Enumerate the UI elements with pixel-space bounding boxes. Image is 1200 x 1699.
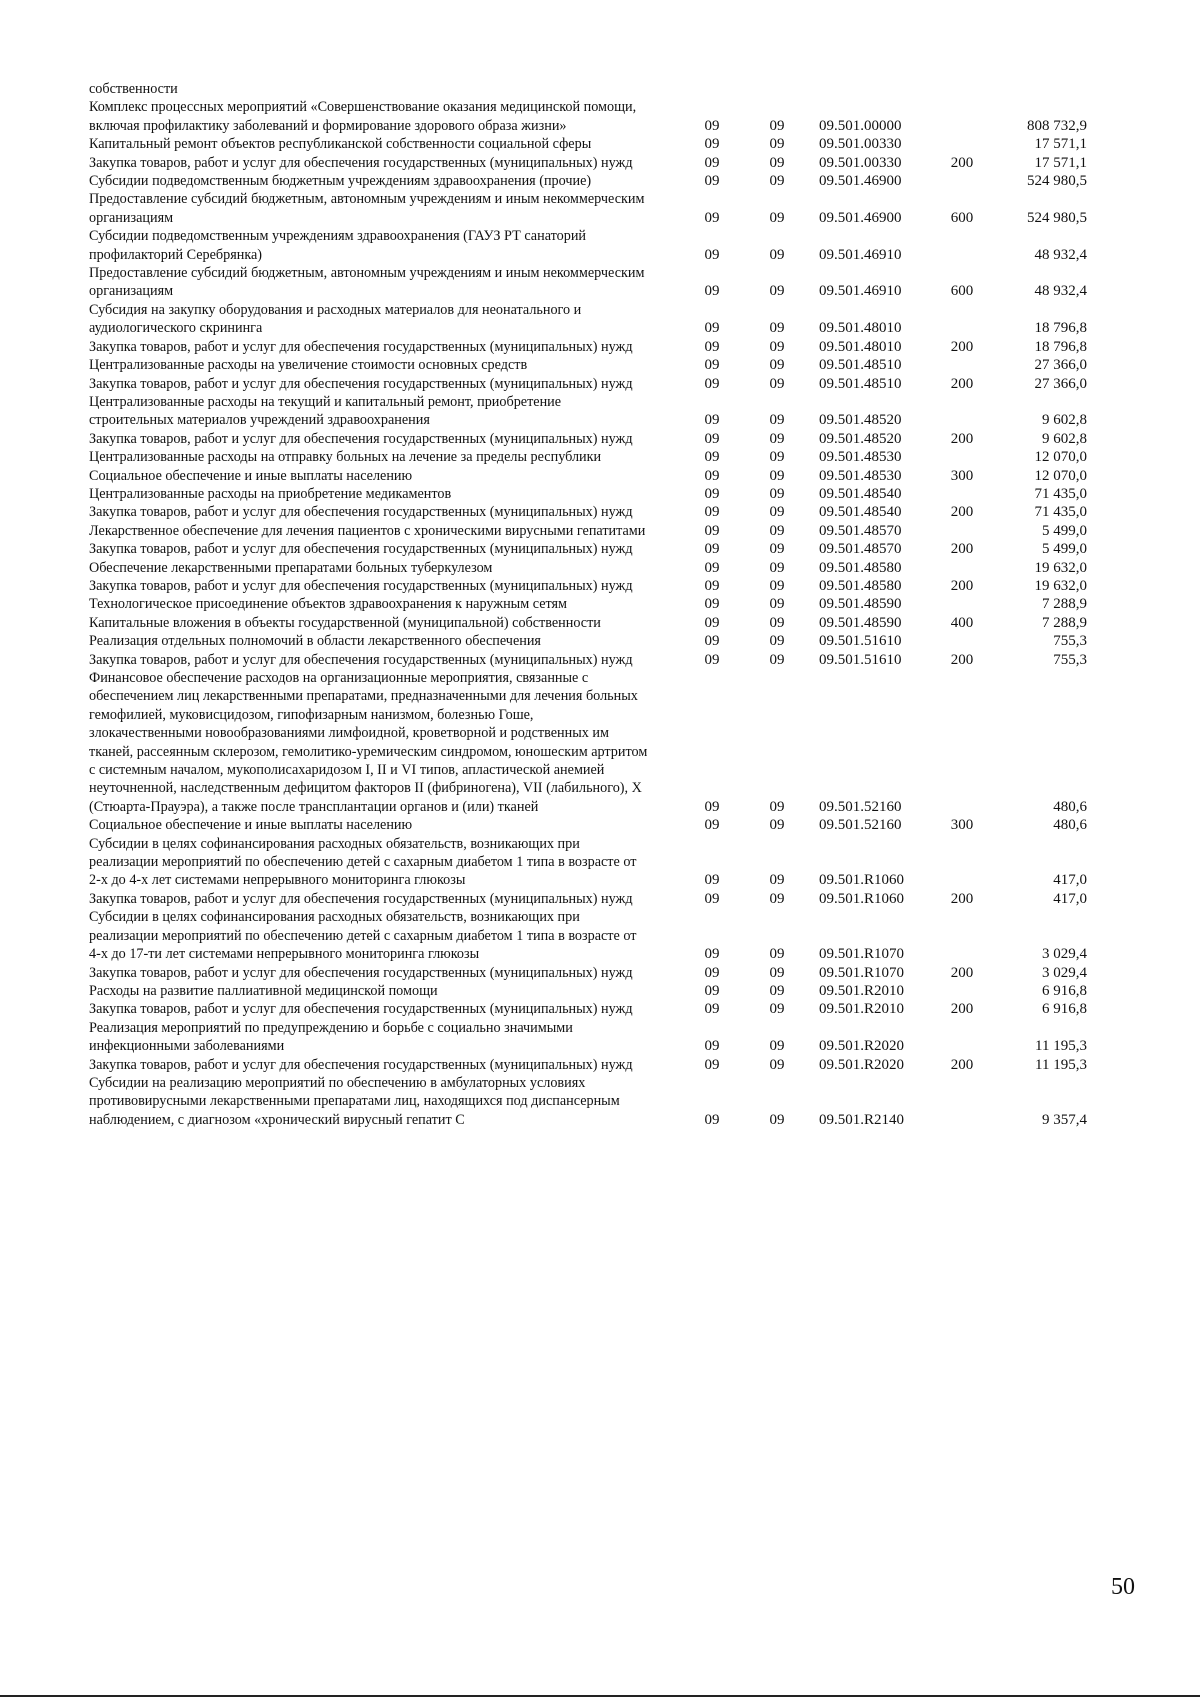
- target-article-code: 09.501.48530: [819, 467, 902, 484]
- section-code: 09: [704, 136, 720, 153]
- amount: 6 916,8: [1042, 982, 1087, 999]
- amount: 5 499,0: [1042, 541, 1087, 558]
- row-name: Закупка товаров, работ и услуг для обеспечения государственных (муниципальных) нужд: [89, 1001, 633, 1018]
- page-number: 50: [1111, 1574, 1135, 1600]
- expense-type-code: 200: [950, 338, 974, 355]
- target-article-code: 09.501.52160: [819, 817, 902, 834]
- table-row: [89, 669, 1104, 816]
- amount: 480,6: [1053, 817, 1087, 834]
- row-name: Субсидии подведомственным учреждениям здравоохранения (ГАУЗ РТ санаторий профилакторий Серебрянка): [89, 228, 587, 263]
- section-code: 09: [704, 633, 720, 650]
- target-article-code: 09.501.51610: [819, 651, 902, 668]
- row-name: Социальное обеспечение и иные выплаты населению: [89, 467, 413, 484]
- subsection-code: 09: [769, 449, 785, 466]
- row-name: Централизованные расходы на отправку больных на лечение за пределы республики: [89, 449, 602, 466]
- amount: 9 602,8: [1042, 412, 1087, 429]
- subsection-code: 09: [769, 577, 785, 594]
- subsection-code: 09: [769, 485, 785, 502]
- row-name: Капитальные вложения в объекты государственной (муниципальной) собственности: [89, 614, 601, 631]
- section-code: 09: [704, 798, 720, 815]
- table-row: [89, 356, 1104, 374]
- target-article-code: 09.501.48580: [819, 559, 902, 576]
- section-code: 09: [704, 651, 720, 668]
- row-name: собственности: [89, 81, 178, 97]
- subsection-code: 09: [769, 559, 785, 576]
- target-article-code: 09.501.52160: [819, 798, 902, 815]
- target-article-code: 09.501.R1060: [819, 872, 905, 889]
- target-article-code: 09.501.48530: [819, 449, 902, 466]
- amount: 48 932,4: [1034, 246, 1087, 263]
- table-row: [89, 577, 1104, 595]
- row-name: Реализация мероприятий по предупреждению и борьбе с социально значимыми инфекционными заболеваниями: [89, 1019, 573, 1055]
- row-name: Реализация отдельных полномочий в области лекарственного обеспечения: [89, 633, 541, 650]
- section-code: 09: [704, 283, 720, 300]
- target-article-code: 09.501.46910: [819, 283, 902, 300]
- row-name: Централизованные расходы на текущий и капитальный ремонт, приобретение строительных материалов учреждений здравоохранения: [89, 393, 562, 429]
- expense-type-code: 600: [950, 283, 974, 300]
- section-code: 09: [704, 412, 720, 429]
- section-code: 09: [704, 449, 720, 466]
- target-article-code: 09.501.46910: [819, 246, 902, 263]
- expense-type-code: 300: [950, 817, 974, 834]
- subsection-code: 09: [769, 117, 785, 134]
- subsection-code: 09: [769, 467, 785, 484]
- subsection-code: 09: [769, 614, 785, 631]
- amount: 3 029,4: [1042, 964, 1087, 981]
- table-row: [89, 375, 1104, 393]
- row-name: Комплекс процессных мероприятий «Совершенствование оказания медицинской помощи, включая профилактику заболеваний и формирование здорового образа жизни»: [89, 99, 637, 134]
- row-name: Субсидия на закупку оборудования и расходных материалов для неонатального и аудиологического скрининга: [89, 301, 582, 337]
- subsection-code: 09: [769, 596, 785, 613]
- section-code: 09: [704, 485, 720, 502]
- expense-type-code: 200: [950, 504, 974, 521]
- amount: 19 632,0: [1034, 559, 1087, 576]
- target-article-code: 09.501.48010: [819, 320, 902, 337]
- subsection-code: 09: [769, 320, 785, 337]
- amount: 5 499,0: [1042, 522, 1087, 539]
- section-code: 09: [704, 541, 720, 558]
- subsection-code: 09: [769, 209, 785, 226]
- row-name: Предоставление субсидий бюджетным, автономным учреждениям и иным некоммерческим организациям: [89, 265, 645, 300]
- target-article-code: 09.501.48590: [819, 614, 902, 631]
- section-code: 09: [704, 320, 720, 337]
- amount: 524 980,5: [1027, 209, 1087, 226]
- section-code: 09: [704, 1038, 720, 1055]
- table-row: [89, 172, 1104, 190]
- row-name: Закупка товаров, работ и услуг для обеспечения государственных (муниципальных) нужд: [89, 577, 633, 594]
- amount: 9 357,4: [1042, 1111, 1087, 1128]
- amount: 18 796,8: [1034, 338, 1087, 355]
- row-name: Закупка товаров, работ и услуг для обеспечения государственных (муниципальных) нужд: [89, 154, 633, 171]
- section-code: 09: [704, 467, 720, 484]
- row-name: Социальное обеспечение и иные выплаты населению: [89, 817, 413, 834]
- table-row: [89, 135, 1104, 153]
- amount: 480,6: [1053, 798, 1087, 815]
- row-name: Закупка товаров, работ и услуг для обеспечения государственных (муниципальных) нужд: [89, 541, 633, 558]
- table-row: [89, 98, 1104, 135]
- row-name: Субсидии в целях софинансирования расходных обязательств, возникающих при реализации мероприятий по обеспечению детей с сахарным диабетом 1 типа в возрасте от 4-х до 17-ти лет системами непрерывного мониторинга глюкозы: [89, 909, 637, 963]
- section-code: 09: [704, 964, 720, 981]
- section-code: 09: [704, 1111, 720, 1128]
- target-article-code: 09.501.48510: [819, 375, 902, 392]
- target-article-code: 09.501.48540: [819, 504, 902, 521]
- target-article-code: 09.501.R2010: [819, 1001, 905, 1018]
- subsection-code: 09: [769, 798, 785, 815]
- expense-type-code: 200: [950, 154, 974, 171]
- amount: 12 070,0: [1034, 467, 1087, 484]
- amount: 7 288,9: [1042, 596, 1087, 613]
- section-code: 09: [704, 375, 720, 392]
- expense-type-code: 200: [950, 430, 974, 447]
- section-code: 09: [704, 872, 720, 889]
- table-row: [89, 835, 1104, 890]
- subsection-code: 09: [769, 283, 785, 300]
- subsection-code: 09: [769, 872, 785, 889]
- table-row: [89, 651, 1104, 669]
- amount: 18 796,8: [1034, 320, 1087, 337]
- target-article-code: 09.501.R2020: [819, 1056, 905, 1073]
- row-name: Закупка товаров, работ и услуг для обеспечения государственных (муниципальных) нужд: [89, 890, 633, 907]
- target-article-code: 09.501.48570: [819, 541, 902, 558]
- expense-type-code: 200: [950, 375, 974, 392]
- subsection-code: 09: [769, 412, 785, 429]
- row-name: Финансовое обеспечение расходов на организационные мероприятия, связанные с обеспечением лиц лекарственными препаратами, предназначенными для лечения больных гемофилией, муковисцидозом, гипофизарным нанизмом, болезнью Гоше, злокачественными новообразованиями лимфоидной, кроветворной и родственных им тканей, рассеянным склерозом, гемолитико-уремическим синдромом, юношеским артритом с системным началом, мукополисахаридозом I, II и VI типов, апластической анемией неуточненной, наследственным дефицитом факторов II (фибриногена), VII (лабильного), X (Стюарта-Прауэра), а также после трансплантации органов и (или) тканей: [89, 670, 648, 815]
- row-name: Закупка товаров, работ и услуг для обеспечения государственных (муниципальных) нужд: [89, 964, 633, 981]
- subsection-code: 09: [769, 173, 785, 190]
- table-row: [89, 430, 1104, 448]
- row-name: Закупка товаров, работ и услуг для обеспечения государственных (муниципальных) нужд: [89, 651, 633, 668]
- amount: 17 571,1: [1034, 136, 1087, 153]
- subsection-code: 09: [769, 1001, 785, 1018]
- subsection-code: 09: [769, 430, 785, 447]
- amount: 11 195,3: [1035, 1038, 1087, 1055]
- subsection-code: 09: [769, 338, 785, 355]
- section-code: 09: [704, 559, 720, 576]
- expense-type-code: 200: [950, 577, 974, 594]
- target-article-code: 09.501.48590: [819, 596, 902, 613]
- target-article-code: 09.501.R2140: [819, 1111, 905, 1128]
- target-article-code: 09.501.48520: [819, 412, 902, 429]
- target-article-code: 09.501.00330: [819, 136, 902, 153]
- table-row: [89, 982, 1104, 1000]
- subsection-code: 09: [769, 817, 785, 834]
- amount: 755,3: [1053, 633, 1087, 650]
- target-article-code: 09.501.00000: [819, 117, 902, 134]
- row-name: Расходы на развитие паллиативной медицинской помощи: [89, 982, 438, 999]
- row-name: Закупка товаров, работ и услуг для обеспечения государственных (муниципальных) нужд: [89, 338, 633, 355]
- expense-type-code: 600: [950, 209, 974, 226]
- subsection-code: 09: [769, 375, 785, 392]
- subsection-code: 09: [769, 136, 785, 153]
- row-name: Субсидии в целях софинансирования расходных обязательств, возникающих при реализации мероприятий по обеспечению детей с сахарным диабетом 1 типа в возрасте от 2-х до 4-х лет системами непрерывного мониторинга глюкозы: [89, 835, 637, 889]
- table-row: [89, 540, 1104, 558]
- row-name: Закупка товаров, работ и услуг для обеспечения государственных (муниципальных) нужд: [89, 430, 633, 447]
- amount: 417,0: [1053, 890, 1087, 907]
- table-row: [89, 816, 1104, 834]
- table-row: [89, 908, 1104, 963]
- target-article-code: 09.501.R1070: [819, 946, 905, 963]
- row-name: Технологическое присоединение объектов здравоохранения к наружным сетям: [89, 596, 568, 613]
- row-name: Централизованные расходы на приобретение медикаментов: [89, 485, 452, 502]
- budget-table: [89, 80, 1104, 1129]
- table-row: [89, 890, 1104, 908]
- section-code: 09: [704, 246, 720, 263]
- subsection-code: 09: [769, 541, 785, 558]
- subsection-code: 09: [769, 651, 785, 668]
- target-article-code: 09.501.48580: [819, 577, 902, 594]
- row-name: Обеспечение лекарственными препаратами больных туберкулезом: [89, 559, 493, 576]
- target-article-code: 09.501.48510: [819, 357, 902, 374]
- table-row: [89, 522, 1104, 540]
- table-row: [89, 632, 1104, 650]
- expense-type-code: 400: [950, 614, 974, 631]
- subsection-code: 09: [769, 946, 785, 963]
- subsection-code: 09: [769, 964, 785, 981]
- section-code: 09: [704, 982, 720, 999]
- table-row: [89, 467, 1104, 485]
- target-article-code: 09.501.R1070: [819, 964, 905, 981]
- row-name: Предоставление субсидий бюджетным, автономным учреждениям и иным некоммерческим организациям: [89, 191, 645, 226]
- table-row: [89, 595, 1104, 613]
- row-name: Закупка товаров, работ и услуг для обеспечения государственных (муниципальных) нужд: [89, 1056, 633, 1073]
- section-code: 09: [704, 890, 720, 907]
- target-article-code: 09.501.R2020: [819, 1038, 905, 1055]
- target-article-code: 09.501.R1060: [819, 890, 905, 907]
- amount: 6 916,8: [1042, 1001, 1087, 1018]
- amount: 755,3: [1053, 651, 1087, 668]
- table-row: [89, 190, 1104, 227]
- section-code: 09: [704, 1056, 720, 1073]
- row-name: Закупка товаров, работ и услуг для обеспечения государственных (муниципальных) нужд: [89, 375, 633, 392]
- bottom-rule: [0, 1695, 1200, 1697]
- target-article-code: 09.501.48010: [819, 338, 902, 355]
- section-code: 09: [704, 614, 720, 631]
- section-code: 09: [704, 430, 720, 447]
- amount: 417,0: [1053, 872, 1087, 889]
- amount: 12 070,0: [1034, 449, 1087, 466]
- subsection-code: 09: [769, 890, 785, 907]
- amount: 808 732,9: [1027, 117, 1087, 134]
- subsection-code: 09: [769, 633, 785, 650]
- table-row: [89, 264, 1104, 301]
- expense-type-code: 200: [950, 964, 974, 981]
- row-name: Капитальный ремонт объектов республиканской собственности социальной сферы: [89, 136, 592, 153]
- amount: 11 195,3: [1035, 1056, 1087, 1073]
- subsection-code: 09: [769, 1056, 785, 1073]
- section-code: 09: [704, 173, 720, 190]
- amount: 19 632,0: [1034, 577, 1087, 594]
- amount: 71 435,0: [1034, 504, 1087, 521]
- section-code: 09: [704, 1001, 720, 1018]
- table-row: [89, 154, 1104, 172]
- row-name: Лекарственное обеспечение для лечения пациентов с хроническими вирусными гепатитами: [89, 522, 646, 539]
- amount: 71 435,0: [1034, 485, 1087, 502]
- amount: 7 288,9: [1042, 614, 1087, 631]
- section-code: 09: [704, 154, 720, 171]
- target-article-code: 09.501.46900: [819, 209, 902, 226]
- target-article-code: 09.501.48540: [819, 485, 902, 502]
- amount: 17 571,1: [1034, 154, 1087, 171]
- expense-type-code: 200: [950, 890, 974, 907]
- section-code: 09: [704, 209, 720, 226]
- subsection-code: 09: [769, 246, 785, 263]
- amount: 48 932,4: [1034, 283, 1087, 300]
- target-article-code: 09.501.48520: [819, 430, 902, 447]
- table-row: [89, 448, 1104, 466]
- target-article-code: 09.501.R2010: [819, 982, 905, 999]
- table-row: [89, 485, 1104, 503]
- table-row: [89, 964, 1104, 982]
- expense-type-code: 200: [950, 541, 974, 558]
- subsection-code: 09: [769, 1038, 785, 1055]
- row-name: Централизованные расходы на увеличение стоимости основных средств: [89, 357, 528, 374]
- table-row: [89, 80, 1104, 98]
- section-code: 09: [704, 946, 720, 963]
- amount: 9 602,8: [1042, 430, 1087, 447]
- subsection-code: 09: [769, 357, 785, 374]
- section-code: 09: [704, 577, 720, 594]
- table-row: [89, 614, 1104, 632]
- table-row: [89, 1056, 1104, 1074]
- table-row: [89, 301, 1104, 338]
- table-row: [89, 503, 1104, 521]
- section-code: 09: [704, 504, 720, 521]
- target-article-code: 09.501.46900: [819, 173, 902, 190]
- expense-type-code: 200: [950, 651, 974, 668]
- amount: 27 366,0: [1034, 375, 1087, 392]
- target-article-code: 09.501.00330: [819, 154, 902, 171]
- row-name: Субсидии на реализацию мероприятий по обеспечению в амбулаторных условиях противовирусными лекарственными препаратами лиц, находящихся под диспансерным наблюдением, с диагнозом «хронический вирусный гепатит С: [89, 1074, 620, 1128]
- expense-type-code: 200: [950, 1001, 974, 1018]
- section-code: 09: [704, 522, 720, 539]
- target-article-code: 09.501.48570: [819, 522, 902, 539]
- subsection-code: 09: [769, 154, 785, 171]
- subsection-code: 09: [769, 1111, 785, 1128]
- subsection-code: 09: [769, 982, 785, 999]
- subsection-code: 09: [769, 504, 785, 521]
- table-row: [89, 559, 1104, 577]
- amount: 524 980,5: [1027, 173, 1087, 190]
- table-row: [89, 338, 1104, 356]
- section-code: 09: [704, 357, 720, 374]
- row-name: Субсидии подведомственным бюджетным учреждениям здравоохранения (прочие): [89, 173, 592, 190]
- table-row: [89, 227, 1104, 264]
- section-code: 09: [704, 596, 720, 613]
- row-name: Закупка товаров, работ и услуг для обеспечения государственных (муниципальных) нужд: [89, 504, 633, 521]
- section-code: 09: [704, 117, 720, 134]
- table-row: [89, 1019, 1104, 1056]
- expense-type-code: 200: [950, 1056, 974, 1073]
- subsection-code: 09: [769, 522, 785, 539]
- table-row: [89, 393, 1104, 430]
- expense-type-code: 300: [950, 467, 974, 484]
- target-article-code: 09.501.51610: [819, 633, 902, 650]
- section-code: 09: [704, 817, 720, 834]
- amount: 3 029,4: [1042, 946, 1087, 963]
- amount: 27 366,0: [1034, 357, 1087, 374]
- section-code: 09: [704, 338, 720, 355]
- table-row: [89, 1000, 1104, 1018]
- table-row: [89, 1074, 1104, 1129]
